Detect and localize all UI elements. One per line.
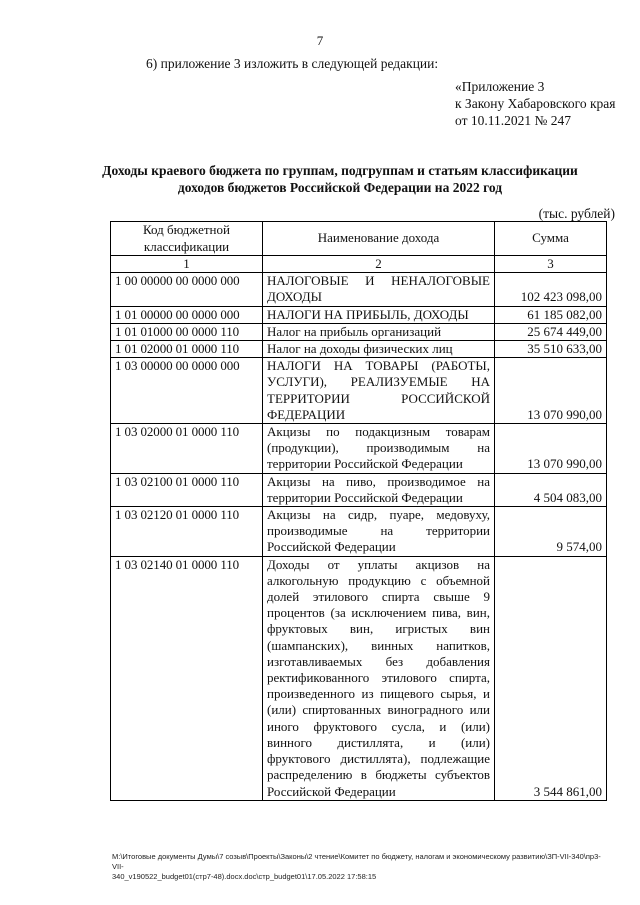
file-path-footer <box>112 852 612 882</box>
row-sum: 13 070 990,00 <box>495 424 607 474</box>
row-sum: 25 674 449,00 <box>495 323 607 340</box>
appendix-line: от 10.11.2021 № 247 <box>455 113 571 128</box>
row-name: Акцизы по подакцизным товарам (продукции), производимым на территории Российской Федерации <box>263 424 495 474</box>
table-row <box>111 473 607 506</box>
appendix-line: к Закону Хабаровского края <box>455 96 616 111</box>
unit-label: (тыс. рублей) <box>538 206 615 221</box>
row-code: 1 03 02140 01 0000 110 <box>111 556 263 800</box>
footer-line: M:\Итоговые документы Думы\7 созыв\Проекты\Законы\2 чтение\Комитет по бюджету, налогам и экономическому развитию\ЗП-VII-340\пр3-VII- <box>112 852 601 871</box>
row-code: 1 01 00000 00 0000 000 <box>111 306 263 323</box>
column-number: 1 <box>111 256 263 273</box>
column-header-name: Наименование дохода <box>263 222 495 256</box>
row-code: 1 03 02100 01 0000 110 <box>111 473 263 506</box>
column-number-row <box>111 256 607 273</box>
title-line: Доходы краевого бюджета по группам, подгруппам и статьям классификации <box>102 163 578 178</box>
column-number: 2 <box>263 256 495 273</box>
table-row <box>111 507 607 557</box>
table-row <box>111 323 607 340</box>
column-header-code: Код бюджетной классификации <box>111 222 263 256</box>
row-name: Налог на прибыль организаций <box>263 323 495 340</box>
row-name: Доходы от уплаты акцизов на алкогольную продукцию с объемной долей этилового спирта свыше 9 процентов (за исключением пива, вин, фруктовых вин, игристых вин (шампанских), винных напитков, изготавливаемых без добавления ректификованного этилового спирта, произведенного из пищевого сырья, и (или) спиртованных виноградного или иного фруктового сусла, и (или) винного дистиллята, и (или) фруктового дистиллята), подлежащие распределению в бюджеты субъектов Российской Федерации <box>263 556 495 800</box>
table-row <box>111 358 607 424</box>
table-row <box>111 306 607 323</box>
row-code: 1 01 01000 00 0000 110 <box>111 323 263 340</box>
row-code: 1 01 02000 01 0000 110 <box>111 341 263 358</box>
row-sum: 35 510 633,00 <box>495 341 607 358</box>
row-code: 1 03 02000 01 0000 110 <box>111 424 263 474</box>
row-code: 1 03 02120 01 0000 110 <box>111 507 263 557</box>
row-sum: 9 574,00 <box>495 507 607 557</box>
row-sum: 13 070 990,00 <box>495 358 607 424</box>
row-sum: 102 423 098,00 <box>495 273 607 306</box>
row-name: Акцизы на сидр, пуаре, медовуху, производимые на территории Российской Федерации <box>263 507 495 557</box>
row-name: НАЛОГОВЫЕ И НЕНАЛОГОВЫЕ ДОХОДЫ <box>263 273 495 306</box>
table-row <box>111 273 607 306</box>
table-row <box>111 341 607 358</box>
row-name: НАЛОГИ НА ПРИБЫЛЬ, ДОХОДЫ <box>263 306 495 323</box>
row-name: НАЛОГИ НА ТОВАРЫ (РАБОТЫ, УСЛУГИ), РЕАЛИЗУЕМЫЕ НА ТЕРРИТОРИИ РОССИЙСКОЙ ФЕДЕРАЦИИ <box>263 358 495 424</box>
table-row <box>111 424 607 474</box>
title-line: доходов бюджетов Российской Федерации на 2022 год <box>177 180 503 195</box>
table-row <box>111 556 607 800</box>
row-name: Акцизы на пиво, производимое на территории Российской Федерации <box>263 473 495 506</box>
revenue-table <box>110 221 607 801</box>
column-number: 3 <box>495 256 607 273</box>
row-code: 1 00 00000 00 0000 000 <box>111 273 263 306</box>
column-header-sum: Сумма <box>495 222 607 256</box>
page-number: 7 <box>316 33 324 48</box>
row-sum: 61 185 082,00 <box>495 306 607 323</box>
row-code: 1 03 00000 00 0000 000 <box>111 358 263 424</box>
appendix-header <box>455 78 616 129</box>
appendix-line: «Приложение 3 <box>455 79 545 94</box>
document-title <box>80 162 600 196</box>
footer-line: 340_v190522_budget01(стр7-48).docx.doc\стр_budget01\17.05.2022 17:58:15 <box>112 872 377 881</box>
row-sum: 4 504 083,00 <box>495 473 607 506</box>
intro-text: 6) приложение 3 изложить в следующей редакции: <box>146 56 439 71</box>
row-sum: 3 544 861,00 <box>495 556 607 800</box>
table-header-row <box>111 222 607 256</box>
row-name: Налог на доходы физических лиц <box>263 341 495 358</box>
